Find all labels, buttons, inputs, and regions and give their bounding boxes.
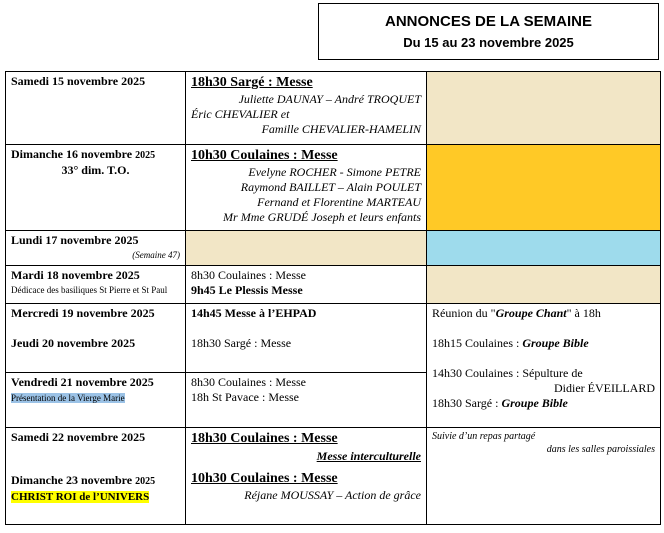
notes-cell	[427, 145, 661, 231]
note-line: Suivie d’un repas partagé	[432, 431, 536, 442]
notes-cell	[427, 72, 661, 145]
day-cell	[6, 145, 186, 231]
mass-line: 18h30 Sargé : Messe	[191, 336, 292, 350]
mass-title: 18h30 Coulaines : Messe	[191, 431, 338, 446]
mass-subtitle: Messe interculturelle	[316, 449, 421, 463]
mass-cell	[186, 231, 427, 266]
day-label: Samedi 15 novembre 2025	[11, 74, 146, 88]
note-line: Didier ÉVEILLARD	[554, 381, 655, 395]
page-title: ANNONCES DE LA SEMAINE	[385, 13, 592, 30]
intention-name: Evelyne ROCHER - Simone PETRE	[248, 165, 421, 179]
day-year: 2025	[135, 476, 156, 487]
table-row	[6, 72, 661, 145]
mass-title: 10h30 Coulaines : Messe	[191, 471, 338, 486]
day-cell	[6, 304, 186, 373]
day-cell	[6, 231, 186, 266]
intention-name: Réjane MOUSSAY – Action de grâce	[244, 488, 421, 502]
mass-cell	[186, 373, 427, 428]
day-label: Dimanche 16 novembre	[11, 147, 133, 161]
notes-cell	[427, 304, 661, 428]
page-subtitle: Du 15 au 23 novembre 2025	[403, 35, 574, 50]
liturgical-note: 33° dim. T.O.	[61, 163, 130, 177]
note-line: 14h30 Coulaines : Sépulture de	[432, 366, 583, 380]
notes-cell	[427, 428, 661, 525]
intention-name: Mr Mme GRUDÉ Joseph et leurs enfants	[223, 210, 421, 224]
table-row	[6, 231, 661, 266]
notes-cell	[427, 266, 661, 304]
table-row	[6, 428, 661, 525]
liturgical-note: CHRIST ROI de l’UNIVERS	[11, 491, 150, 503]
mass-line: 9h45 Le Plessis Messe	[191, 283, 303, 297]
mass-title: 18h30 Sargé : Messe	[191, 75, 313, 90]
mass-line: 8h30 Coulaines : Messe	[191, 375, 306, 389]
week-number: (Semaine 47)	[132, 250, 180, 260]
day-label: Samedi 22 novembre 2025	[11, 430, 146, 444]
mass-line: 8h30 Coulaines : Messe	[191, 268, 306, 282]
mass-cell	[186, 266, 427, 304]
liturgical-note: Présentation de la Vierge Marie	[11, 393, 125, 403]
day-label: Vendredi 21 novembre 2025	[11, 375, 154, 389]
day-label: Dimanche 23 novembre	[11, 473, 133, 487]
schedule-table	[5, 71, 661, 525]
mass-line: 18h St Pavace : Messe	[191, 390, 299, 404]
table-row	[6, 266, 661, 304]
table-row	[6, 145, 661, 231]
day-cell	[6, 266, 186, 304]
liturgical-note: Dédicace des basiliques St Pierre et St Paul	[11, 285, 168, 295]
note-line: 18h30 Sargé : Groupe Bible	[432, 396, 568, 410]
day-label: Lundi 17 novembre 2025	[11, 233, 139, 247]
mass-line: 14h45 Messe à l’EHPAD	[191, 306, 317, 320]
day-label: Mercredi 19 novembre 2025	[11, 306, 155, 320]
intention-name: Éric CHEVALIER et	[191, 107, 290, 121]
day-label: Jeudi 20 novembre 2025	[11, 336, 136, 350]
day-cell	[6, 428, 186, 525]
mass-cell	[186, 428, 427, 525]
note-line: dans les salles paroissiales	[546, 444, 655, 455]
notes-cell	[427, 231, 661, 266]
day-label: Mardi 18 novembre 2025	[11, 268, 140, 282]
intention-name: Juliette DAUNAY – André TROQUET	[238, 92, 421, 106]
note-line: Réunion du "Groupe Chant" à 18h	[432, 306, 601, 320]
mass-title: 10h30 Coulaines : Messe	[191, 148, 338, 163]
day-cell	[6, 72, 186, 145]
intention-name: Fernand et Florentine MARTEAU	[257, 195, 421, 209]
mass-cell	[186, 304, 427, 373]
intention-name: Raymond BAILLET – Alain POULET	[240, 180, 421, 194]
note-line: 18h15 Coulaines : Groupe Bible	[432, 336, 589, 350]
day-cell	[6, 373, 186, 428]
intention-name: Famille CHEVALIER-HAMELIN	[261, 122, 421, 136]
day-year: 2025	[135, 150, 156, 161]
table-row	[6, 304, 661, 373]
mass-cell	[186, 72, 427, 145]
mass-cell	[186, 145, 427, 231]
title-box	[318, 3, 659, 60]
